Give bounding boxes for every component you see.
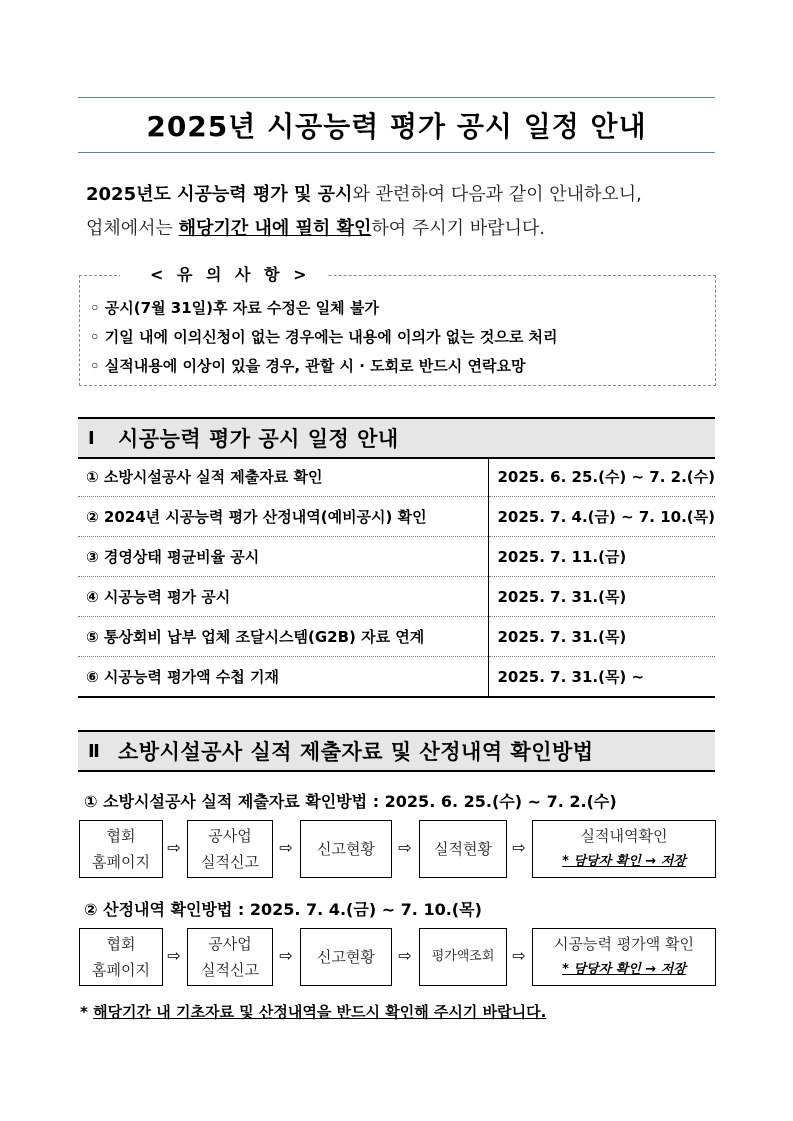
table-row [78,497,715,537]
footnote-text: 해당기간 내 기초자료 및 산정내역을 반드시 확인해 주시기 바랍니다. [93,1003,547,1021]
notes-item: ◦ 공시(7월 31일)후 자료 수정은 일체 불가 [90,299,379,317]
flow-step-line1: 협회 [106,827,136,845]
footnote [80,1001,546,1022]
table-row [78,537,715,577]
schedule-date: 2025. 7. 11.(금) [489,537,715,577]
section-2-header [78,730,715,772]
schedule-item: ② 2024년 시공능력 평가 산정내역(예비공시) 확인 [78,497,489,537]
schedule-date: 2025. 7. 31.(목) ~ [489,657,715,698]
flow-step-line2: 홈페이지 [92,961,150,979]
arrow-icon: ⇨ [398,838,412,857]
intro-bold: 2025년도 시공능력 평가 및 공시 [86,184,353,205]
flow-step-line2: 실적신고 [201,853,259,871]
intro-line-2 [86,212,726,246]
method-1-flow [79,820,716,878]
intro-post: 하여 주시기 바랍니다. [371,218,546,239]
notes-title: < 유 의 사 항 > [120,262,327,285]
schedule-item: ③ 경영상태 평균비율 공시 [78,537,489,577]
arrow-icon: ⇨ [279,946,293,965]
notes-list [90,294,558,381]
flow-step-line1: 평가액조회 [431,949,495,964]
flow-step-line1: 시공능력 평가액 확인 [554,935,694,953]
footnote-star: * [80,1003,94,1021]
page-title: 2025년 시공능력 평가 공시 일정 안내 [146,110,647,143]
flow-step [187,820,273,878]
flow-step-line2: 실적신고 [201,961,259,979]
flow-step [300,820,392,878]
table-row [78,657,715,698]
flow-step-line1: 실적내역확인 [580,827,668,845]
flow-step [187,928,273,986]
flow-step-line1: 신고현황 [317,840,375,858]
schedule-table [78,457,715,698]
schedule-item: ⑤ 통상회비 납부 업체 조달시스템(G2B) 자료 연계 [78,617,489,657]
schedule-date: 2025. 7. 31.(목) [489,577,715,617]
notes-box [79,265,716,386]
section-1-title: 시공능력 평가 공시 일정 안내 [118,427,399,451]
notes-item: ◦ 실적내용에 이상이 있을 경우, 관할 시 · 도회로 반드시 연락요망 [90,357,526,375]
method-1-title: ① 소방시설공사 실적 제출자료 확인방법 : 2025. 6. 25.(수) ~ 7. 2.(수) [84,792,617,811]
flow-step [419,928,507,986]
flow-step-line1: 협회 [106,935,136,953]
intro-line-1 [86,178,726,212]
section-2-number: Ⅱ [88,740,100,762]
flow-step [79,820,163,878]
flow-step-line1: 공사업 [208,827,252,845]
section-1-number: Ⅰ [88,427,95,449]
section-1-header [78,417,715,459]
flow-step-line2: 홈페이지 [92,853,150,871]
schedule-item: ⑥ 시공능력 평가액 수첩 기재 [78,657,489,698]
arrow-icon: ⇨ [167,946,181,965]
arrow-icon: ⇨ [279,838,293,857]
table-row [78,577,715,617]
method-2-title: ② 산정내역 확인방법 : 2025. 7. 4.(금) ~ 7. 10.(목) [84,900,482,919]
arrow-icon: ⇨ [167,838,181,857]
intro-pre: 업체에서는 [86,218,179,239]
notes-item: ◦ 기일 내에 이의신청이 없는 경우에는 내용에 이의가 없는 것으로 처리 [90,328,558,346]
flow-step-line1: 신고현황 [317,948,375,966]
schedule-item: ① 소방시설공사 실적 제출자료 확인 [78,457,489,497]
arrow-icon: ⇨ [512,838,526,857]
schedule-date: 2025. 7. 4.(금) ~ 7. 10.(목) [489,497,715,537]
method-2-flow [79,928,716,986]
flow-step-line2: * 담당자 확인 → 저장 [562,854,686,869]
schedule-item: ④ 시공능력 평가 공시 [78,577,489,617]
flow-step [532,928,716,986]
arrow-icon: ⇨ [398,946,412,965]
flow-step-line2: * 담당자 확인 → 저장 [562,962,686,977]
flow-step [419,820,507,878]
flow-step-line1: 공사업 [208,935,252,953]
arrow-icon: ⇨ [512,946,526,965]
table-row [78,457,715,497]
intro-rest: 와 관련하여 다음과 같이 안내하오니, [352,184,642,205]
flow-step-line1: 실적현황 [434,840,492,858]
title-box [78,97,715,153]
flow-step [300,928,392,986]
schedule-date: 2025. 7. 31.(목) [489,617,715,657]
intro-paragraph [86,178,726,246]
schedule-date: 2025. 6. 25.(수) ~ 7. 2.(수) [489,457,715,497]
section-2-title: 소방시설공사 실적 제출자료 및 산정내역 확인방법 [118,740,594,764]
flow-step [79,928,163,986]
flow-step [532,820,716,878]
intro-underline: 해당기간 내에 필히 확인 [178,218,372,239]
table-row [78,617,715,657]
